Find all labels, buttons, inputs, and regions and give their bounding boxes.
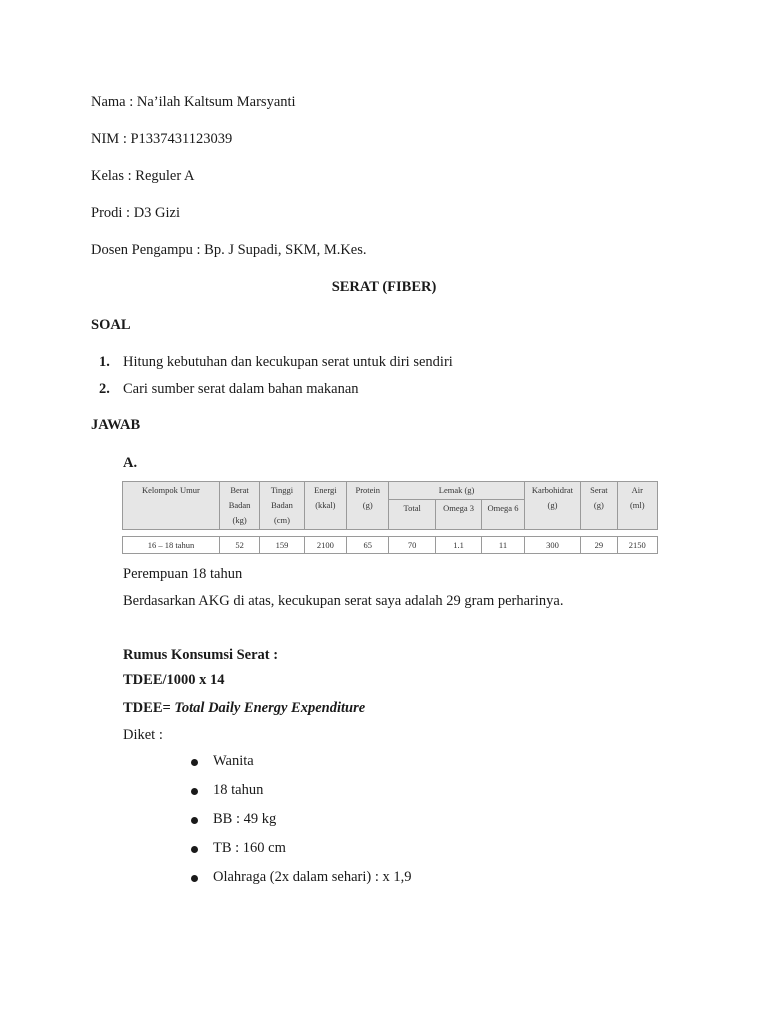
cell-air: 2150 xyxy=(617,537,657,554)
student-kelas: Kelas : Reguler A xyxy=(91,168,195,184)
table-row xyxy=(123,537,658,554)
rumus-heading: Rumus Konsumsi Serat : xyxy=(123,647,279,663)
cell-kelompok-umur: 16 – 18 tahun xyxy=(123,537,220,554)
cell-tinggi: 159 xyxy=(260,537,304,554)
cell-omega-6: 11 xyxy=(482,537,524,554)
header-serat: Serat (g) xyxy=(581,482,617,530)
header-berat-badan: Berat Badan (kg) xyxy=(219,482,259,530)
header-tinggi-badan: Tinggi Badan (cm) xyxy=(260,482,304,530)
jawab-sub-a: A. xyxy=(123,455,138,471)
soal-heading: SOAL xyxy=(91,317,131,333)
student-prodi: Prodi : D3 Gizi xyxy=(91,205,181,221)
header-air: Air (ml) xyxy=(617,482,657,530)
soal-item-2-num: 2. xyxy=(99,381,110,397)
header-karbohidrat: Karbohidrat (g) xyxy=(524,482,581,530)
diket-item-3: BB : 49 kg xyxy=(213,811,277,827)
cell-lemak-total: 70 xyxy=(389,537,435,554)
note-perempuan: Perempuan 18 tahun xyxy=(123,566,243,582)
soal-item-1-text: Hitung kebutuhan dan kecukupan serat untuk diri sendiri xyxy=(123,354,453,370)
note-kecukupan: Berdasarkan AKG di atas, kecukupan serat saya adalah 29 gram perharinya. xyxy=(123,593,564,609)
bullet-icon xyxy=(191,817,198,824)
header-lemak-total: Total xyxy=(389,500,435,530)
diket-item-1: Wanita xyxy=(213,753,254,769)
tdee-expansion: Total Daily Energy Expenditure xyxy=(174,700,366,716)
cell-protein: 65 xyxy=(347,537,389,554)
header-protein: Protein (g) xyxy=(347,482,389,530)
cell-serat: 29 xyxy=(581,537,617,554)
diket-item-4: TB : 160 cm xyxy=(213,840,286,856)
bullet-icon xyxy=(191,846,198,853)
bullet-icon xyxy=(191,788,198,795)
diket-item-5: Olahraga (2x dalam sehari) : x 1,9 xyxy=(213,869,412,885)
cell-karbohidrat: 300 xyxy=(524,537,581,554)
cell-energi: 2100 xyxy=(304,537,346,554)
header-energi: Energi (kkal) xyxy=(304,482,346,530)
document-title: SERAT (FIBER) xyxy=(331,279,437,295)
header-omega-3: Omega 3 xyxy=(435,500,481,530)
tdee-label: TDEE= xyxy=(123,700,175,716)
cell-berat: 52 xyxy=(219,537,259,554)
student-nama: Nama : Na’ilah Kaltsum Marsyanti xyxy=(91,94,296,110)
tdee-definition xyxy=(123,700,365,717)
rumus-formula: TDEE/1000 x 14 xyxy=(123,672,225,688)
cell-omega-3: 1.1 xyxy=(435,537,481,554)
bullet-icon xyxy=(191,759,198,766)
soal-item-2-text: Cari sumber serat dalam bahan makanan xyxy=(123,381,359,397)
student-dosen: Dosen Pengampu : Bp. J Supadi, SKM, M.Kes. xyxy=(91,242,367,258)
soal-item-1-num: 1. xyxy=(99,354,110,370)
header-omega-6: Omega 6 xyxy=(482,500,524,530)
diket-item-2: 18 tahun xyxy=(213,782,264,798)
jawab-heading: JAWAB xyxy=(91,417,141,433)
student-nim: NIM : P1337431123039 xyxy=(91,131,233,147)
header-lemak: Lemak (g) xyxy=(389,482,524,500)
bullet-icon xyxy=(191,875,198,882)
akg-table xyxy=(122,481,658,554)
diket-label: Diket : xyxy=(123,727,163,743)
header-kelompok-umur: Kelompok Umur xyxy=(123,482,220,530)
